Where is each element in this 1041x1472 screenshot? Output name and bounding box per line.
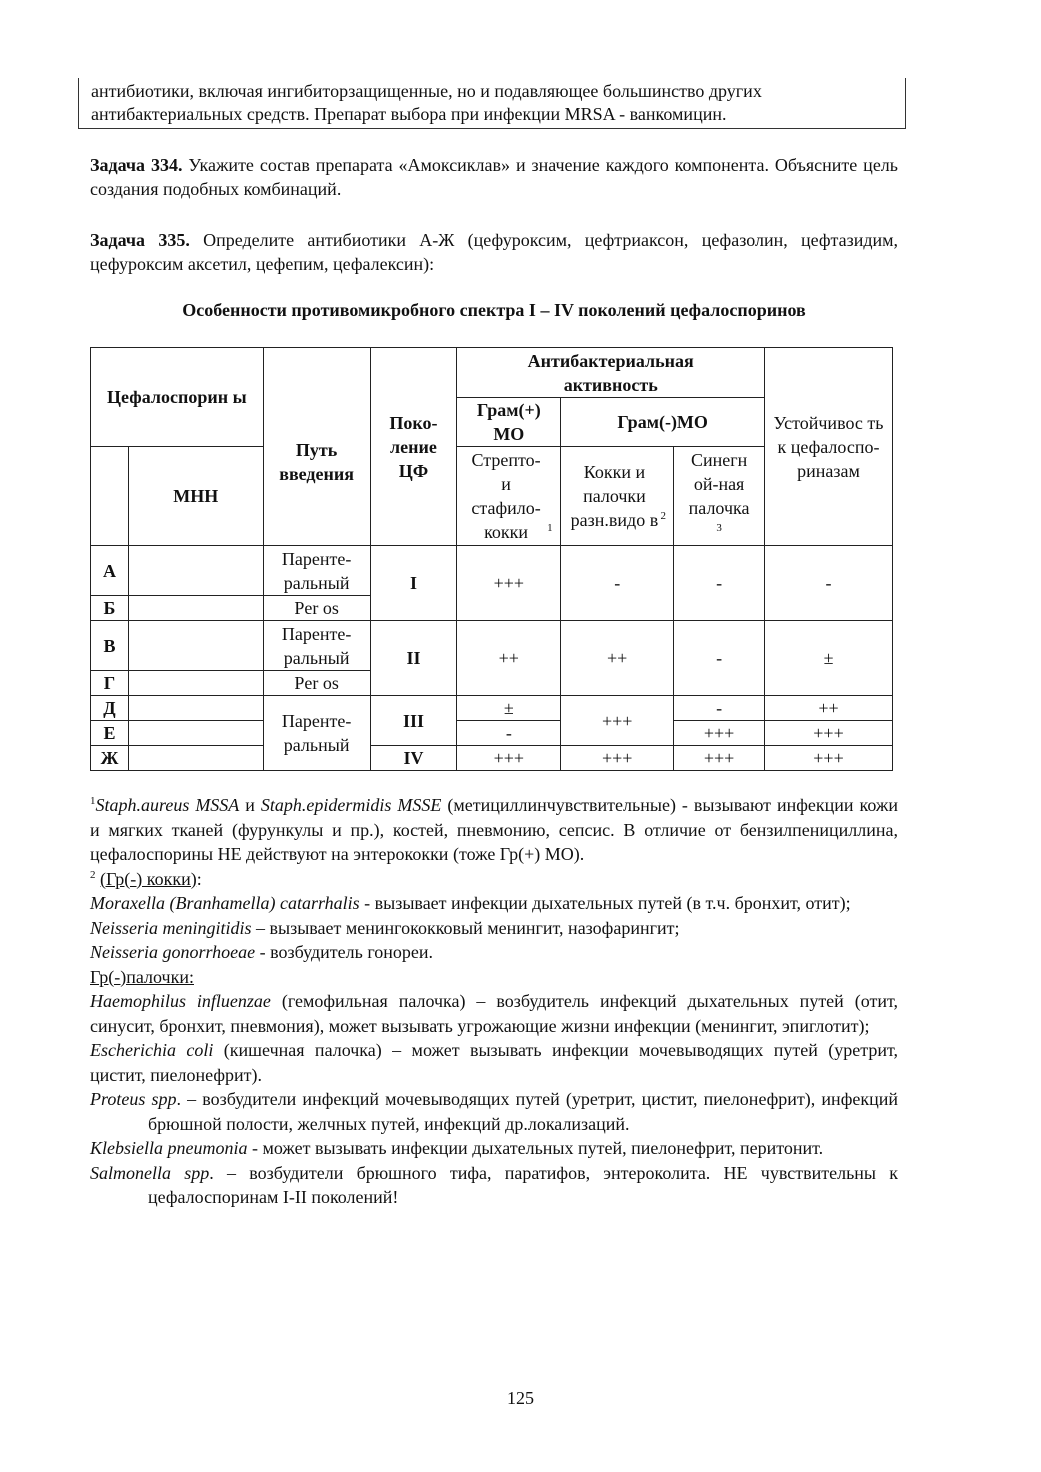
continuation-line-2: антибактериальных средств. Препарат выбора при инфекции MRSA - ванкомицин. <box>91 104 727 124</box>
val-IV-pyo: +++ <box>674 746 765 771</box>
val-e-resist: +++ <box>765 721 893 746</box>
val-I-pyo: - <box>674 546 765 621</box>
continuation-text <box>91 80 897 126</box>
note-salmonella: Salmonella spp. – возбудители брюшного тифа, паратифов, энтероколита. НЕ чувствительны к цефалоспоринам I-II поколений! <box>90 1162 898 1207</box>
note-1-text: (метициллинчувствительные) - вызывают инфекции кожи и мягких тканей (фурункулы и пр.), костей, пневмонию, сепсис. В отличие от бензилпенициллина, цефалоспорины НЕ действуют на энтерококки (тоже Гр(+) МО). <box>90 795 898 864</box>
route-g: Per os <box>263 671 370 696</box>
note-klebsiella: Klebsiella pneumonia - может вызывать инфекции дыхательных путей, пиелонефрит, перитонит. <box>90 1138 824 1158</box>
header-cephalosporins: Цефалоспорин ы <box>91 348 264 447</box>
sup-2: 2 <box>660 510 666 522</box>
val-IV-strep: +++ <box>457 746 561 771</box>
note-ecoli: Escherichia coli (кишечная палочка) – может вызывать инфекции мочевыводящих путей (уретрит, цистит, пиелонефрит). <box>90 1040 899 1085</box>
cephalosporin-table <box>90 347 893 771</box>
generation-II: II <box>370 621 457 696</box>
row-letter-b: Б <box>91 596 129 621</box>
mnn-blank-a <box>128 546 263 596</box>
val-IV-resist: +++ <box>765 746 893 771</box>
row-letter-e: Е <box>91 721 129 746</box>
note-2-heading: $^2$ (Гр(-) кокки): <box>90 868 202 889</box>
header-resistance: Устойчивос ть к цефалоспо- риназам <box>765 348 893 546</box>
header-gram-positive: Грам(+) МО <box>457 398 561 447</box>
note-haemophilus: Haemophilus influenzae (гемофильная палочка) – возбудитель инфекций дыхательных путей (отит, синусит, бронхит, пневмония), может вызывать угрожающие жизни инфекции (менингит, эпиглотит); <box>90 991 899 1036</box>
val-I-cocci: - <box>561 546 674 621</box>
header-generation: Поко- ление ЦФ <box>370 348 457 546</box>
row-letter-v: В <box>91 621 129 671</box>
row-letter-a: А <box>91 546 129 596</box>
header-pseudomonas: Синегн ой-ная палочка $^3$ <box>674 447 765 546</box>
note-1-species-2: Staph.epidermidis MSSE <box>260 795 442 815</box>
header-strep-staph: Стрепто- и стафило- кокки $^1$ <box>457 447 561 546</box>
task-334-label: Задача 334. <box>90 155 183 175</box>
task-334-text: Укажите состав препарата «Амоксиклав» и значение каждого компонента. Объясните цель создания подобных комбинаций. <box>90 155 898 199</box>
note-gonorrhoeae: Neisseria gonorrhoeae - возбудитель гонореи. <box>90 942 434 962</box>
task-335 <box>90 228 898 276</box>
note-meningitidis: Neisseria meningitidis – вызывает менингококковый менингит, назофарингит; <box>90 917 680 938</box>
row-letter-d: Д <box>91 696 129 721</box>
mnn-blank-e <box>128 721 263 746</box>
note-proteus: Proteus spp. – возбудители инфекций мочевыводящих путей (уретрит, цистит, пиелонефрит), инфекций брюшной полости, желчных путей, инфекций др.локализаций. <box>90 1089 898 1134</box>
mnn-blank-v <box>128 621 263 671</box>
generation-IV: IV <box>370 746 457 771</box>
route-v: Паренте- ральный <box>263 621 370 671</box>
footnotes <box>90 793 898 1210</box>
header-route: Путь введения <box>263 348 370 546</box>
val-e-strep: - <box>457 721 561 746</box>
header-activity: Антибактериальная активность <box>457 348 765 398</box>
route-d-e-zh: Паренте- ральный <box>263 696 370 771</box>
note-1-sup: 1 <box>90 795 96 807</box>
mnn-blank-d <box>128 696 263 721</box>
sup-1: 1 <box>547 522 553 534</box>
val-II-strep: ++ <box>457 621 561 696</box>
generation-I: I <box>370 546 457 621</box>
val-II-resist: ± <box>765 621 893 696</box>
table-title: Особенности противомикробного спектра I – IV поколений цефалоспоринов <box>182 300 806 320</box>
val-d-strep: ± <box>457 696 561 721</box>
page-number: 125 <box>507 1388 534 1408</box>
note-1: $^1$Staph.aureus MSSA и Staph.epidermidis MSSE (метициллинчувствительные) - вызывают инфекции кожи и мягких тканей (фурункулы и пр.), костей, пневмонию, сепсис. В отличие от бензилпенициллина, цефалоспорины НЕ действуют на энтерококки (тоже Гр(+) МО). <box>90 795 898 864</box>
header-letter-cell <box>91 447 129 546</box>
val-e-pyo: +++ <box>674 721 765 746</box>
note-2-sup: 2 <box>90 868 96 881</box>
val-II-cocci: ++ <box>561 621 674 696</box>
route-a: Паренте- ральный <box>263 546 370 596</box>
header-mnn: МНН <box>128 447 263 546</box>
continuation-box <box>78 78 906 129</box>
row-letter-zh: Ж <box>91 746 129 771</box>
val-d-pyo: - <box>674 696 765 721</box>
mnn-blank-zh <box>128 746 263 771</box>
task-334 <box>90 153 898 201</box>
note-3-heading: Гр(-)палочки: <box>90 966 194 987</box>
header-cocci-rods: Кокки и палочки разн.видо в $^2$ <box>561 447 674 546</box>
val-I-resist: - <box>765 546 893 621</box>
val-d-resist: ++ <box>765 696 893 721</box>
generation-III: III <box>370 696 457 746</box>
sup-3: 3 <box>716 522 722 534</box>
task-335-label: Задача 335. <box>90 230 190 250</box>
continuation-line-1: антибиотики, включая ингибиторзащищенные, но и подавляющее большинство других <box>91 81 762 101</box>
route-b: Per os <box>263 596 370 621</box>
val-II-pyo: - <box>674 621 765 696</box>
mnn-blank-b <box>128 596 263 621</box>
val-IV-cocci: +++ <box>561 746 674 771</box>
val-de-cocci: +++ <box>561 696 674 746</box>
mnn-blank-g <box>128 671 263 696</box>
note-moraxella: Moraxella (Branhamella) catarrhalis - вызывает инфекции дыхательных путей (в т.ч. бронхит, отит); <box>90 893 851 913</box>
row-letter-g: Г <box>91 671 129 696</box>
note-1-species-1: Staph.aureus MSSA <box>95 795 240 815</box>
task-335-text: Определите антибиотики А-Ж (цефуроксим, цефтриаксон, цефазолин, цефтазидим, цефуроксим аксетил, цефепим, цефалексин): <box>90 230 899 274</box>
val-I-strep: +++ <box>457 546 561 621</box>
header-gram-negative: Грам(-)МО <box>561 398 765 447</box>
